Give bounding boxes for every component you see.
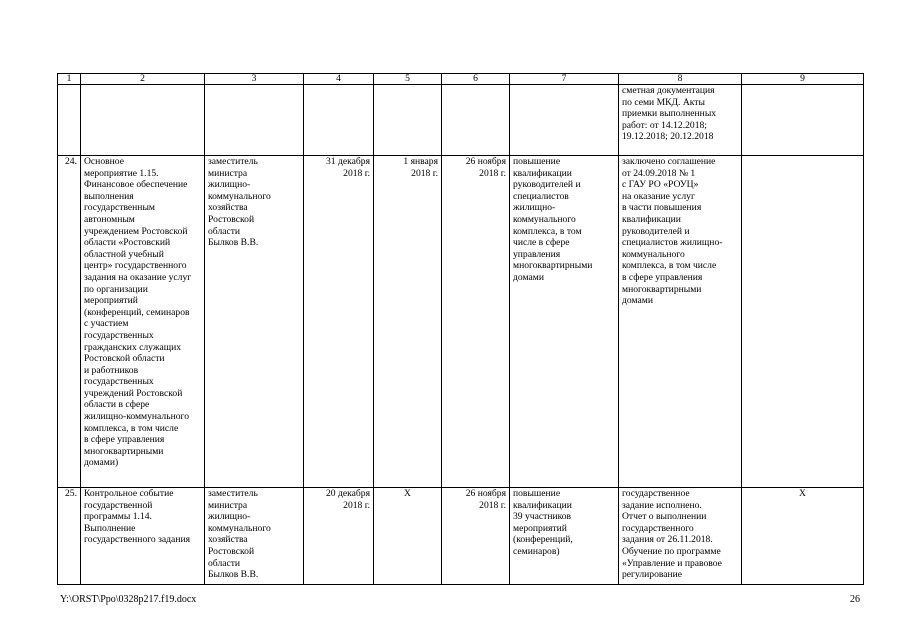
header-cell: 5 [374,74,442,85]
header-cell: 9 [742,74,864,85]
notes-cell: Х [742,488,864,585]
result-plan-cell [510,85,619,156]
result-fact-cell: государственное задание исполнено. Отчет о выполнении государственного задания от 26.11.2018. Обучение по программе «Управление и правовое регулирование [619,488,742,585]
table-row [58,488,864,585]
report-table [57,73,864,585]
row-number: 24. [58,156,81,488]
table-row [58,85,864,156]
table-row [58,156,864,488]
notes-cell [742,156,864,488]
row-number [58,85,81,156]
result-fact-cell: сметная документация по семи МКД. Акты приемки выполненных работ: от 14.12.2018; 19.12.2018; 20.12.2018 [619,85,742,156]
header-cell: 4 [304,74,374,85]
responsible-cell [205,85,304,156]
result-plan-cell: повышение квалификации руководителей и специалистов жилищно- коммунального комплекса, в том числе в сфере управления многоквартирными домами [510,156,619,488]
header-cell: 3 [205,74,304,85]
header-cell: 1 [58,74,81,85]
footer-file-path: Y:\ORST\Ppo\0328p217.f19.docx [60,594,197,605]
row-number: 25. [58,488,81,585]
fact-end-cell: 26 ноября 2018 г. [442,488,510,585]
fact-start-cell: 1 января 2018 г. [374,156,442,488]
plan-end-cell: 31 декабря 2018 г. [304,156,374,488]
header-cell: 2 [81,74,205,85]
page-number: 26 [850,594,860,605]
responsible-cell: заместитель министра жилищно- коммунального хозяйства Ростовской области Былков В.В. [205,488,304,585]
fact-start-cell: Х [374,488,442,585]
result-fact-cell: заключено соглашение от 24.09.2018 № 1 с ГАУ РО «РОУЦ» на оказание услуг в части повышения квалификации руководителей и специалистов жилищно- коммунального комплекса, в том числе в сфере управления многоквартирными домами [619,156,742,488]
result-plan-cell: повышение квалификации 39 участников мероприятий (конференций, семинаров) [510,488,619,585]
event-cell: Основное мероприятие 1.15. Финансовое обеспечение выполнения государственным автономным учреждением Ростовской области «Ростовский областной учебный центр» государственного задания на оказание услуг по организации мероприятий (конференций, семинаров с участием государственных гражданских служащих Ростовской области и работников государственных учреждений Ростовской области в сфере жилищно-коммунального комплекса, в том числе в сфере управления многоквартирными домами) [81,156,205,488]
event-cell: Контрольное событие государственной программы 1.14. Выполнение государственного задания [81,488,205,585]
fact-end-cell [442,85,510,156]
plan-end-cell: 20 декабря 2018 г. [304,488,374,585]
table-header-row [58,74,864,85]
header-cell: 7 [510,74,619,85]
header-cell: 8 [619,74,742,85]
notes-cell [742,85,864,156]
responsible-cell: заместитель министра жилищно- коммунального хозяйства Ростовской области Былков В.В. [205,156,304,488]
plan-end-cell [304,85,374,156]
fact-end-cell: 26 ноября 2018 г. [442,156,510,488]
event-cell [81,85,205,156]
header-cell: 6 [442,74,510,85]
fact-start-cell [374,85,442,156]
